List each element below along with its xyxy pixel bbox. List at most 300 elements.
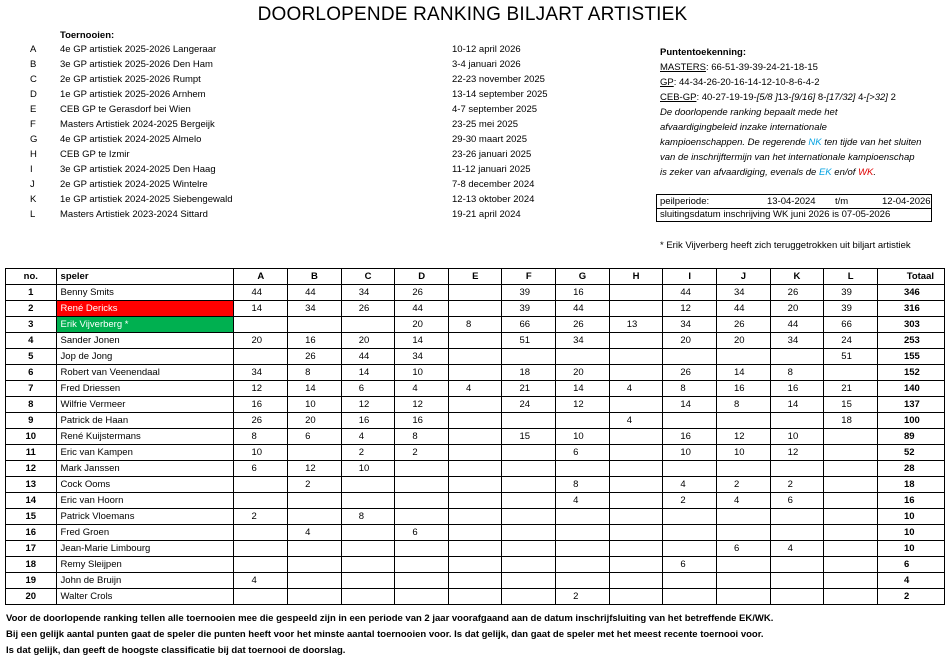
score-cell: 6 <box>341 381 395 397</box>
score-cell: 12 <box>556 397 610 413</box>
total-cell: 100 <box>877 413 944 429</box>
score-cell <box>449 333 502 349</box>
score-cell <box>449 429 502 445</box>
tournament-name: 4e GP artistiek 2024-2025 Almelo <box>60 134 202 145</box>
player-name: Mark Janssen <box>56 461 234 477</box>
score-cell <box>288 317 342 333</box>
score-cell <box>502 573 556 589</box>
score-cell: 16 <box>556 285 610 301</box>
score-cell: 2 <box>341 445 395 461</box>
player-name: Benny Smits <box>56 285 234 301</box>
player-name: Patrick Vloemans <box>56 509 234 525</box>
player-name: Fred Groen <box>56 525 234 541</box>
score-cell: 10 <box>717 445 771 461</box>
rank-no: 17 <box>6 541 57 557</box>
tournament-date: 22-23 november 2025 <box>452 74 545 85</box>
rank-no: 6 <box>6 365 57 381</box>
score-cell: 6 <box>770 493 824 509</box>
total-cell: 2 <box>877 589 944 605</box>
header-col: H <box>609 269 663 285</box>
score-cell: 16 <box>770 381 824 397</box>
score-cell: 8 <box>341 509 395 525</box>
rank-no: 18 <box>6 557 57 573</box>
tournament-date: 4-7 september 2025 <box>452 104 538 115</box>
score-cell: 24 <box>502 397 556 413</box>
score-cell <box>395 509 449 525</box>
score-cell: 44 <box>341 349 395 365</box>
total-cell: 18 <box>877 477 944 493</box>
tournament-name: 1e GP artistiek 2024-2025 Siebengewald <box>60 194 233 205</box>
score-cell <box>824 589 878 605</box>
tournament-row <box>0 119 600 134</box>
total-cell: 303 <box>877 317 944 333</box>
score-cell: 4 <box>717 493 771 509</box>
score-cell: 15 <box>502 429 556 445</box>
score-cell <box>502 445 556 461</box>
score-cell: 39 <box>824 285 878 301</box>
score-cell <box>502 461 556 477</box>
score-cell <box>449 525 502 541</box>
score-cell: 10 <box>288 397 342 413</box>
score-cell <box>449 285 502 301</box>
tournament-date: 7-8 december 2024 <box>452 179 535 190</box>
score-cell <box>449 573 502 589</box>
total-cell: 137 <box>877 397 944 413</box>
total-cell: 155 <box>877 349 944 365</box>
period-from: 13-04-2024 <box>767 196 816 207</box>
score-cell: 39 <box>824 301 878 317</box>
score-cell: 12 <box>717 429 771 445</box>
player-name: Erik Vijverberg * <box>56 317 234 333</box>
rank-no: 8 <box>6 397 57 413</box>
total-cell: 4 <box>877 573 944 589</box>
tournament-name: CEB GP te Izmir <box>60 149 130 160</box>
tournament-row <box>0 59 600 74</box>
score-cell <box>449 461 502 477</box>
score-cell <box>824 573 878 589</box>
header-col: E <box>449 269 502 285</box>
score-cell: 14 <box>341 365 395 381</box>
score-cell: 14 <box>288 381 342 397</box>
score-cell: 39 <box>502 301 556 317</box>
score-cell <box>770 557 824 573</box>
score-cell <box>341 317 395 333</box>
score-cell: 66 <box>824 317 878 333</box>
score-cell <box>556 557 610 573</box>
rank-no: 5 <box>6 349 57 365</box>
rank-no: 4 <box>6 333 57 349</box>
score-cell: 26 <box>234 413 288 429</box>
score-cell <box>449 301 502 317</box>
tournament-name: 2e GP artistiek 2025-2026 Rumpt <box>60 74 201 85</box>
score-cell <box>717 509 771 525</box>
header-col: I <box>663 269 717 285</box>
tournament-row <box>0 164 600 179</box>
points-desc-4: van de inschrijftermijn van het internationale kampioenschap <box>660 152 915 163</box>
score-cell: 34 <box>395 349 449 365</box>
score-cell <box>502 477 556 493</box>
score-cell <box>556 509 610 525</box>
score-cell <box>824 429 878 445</box>
rank-no: 9 <box>6 413 57 429</box>
score-cell: 16 <box>234 397 288 413</box>
score-cell <box>770 349 824 365</box>
table-row <box>6 445 945 461</box>
score-cell: 16 <box>341 413 395 429</box>
score-cell: 2 <box>395 445 449 461</box>
table-row <box>6 349 945 365</box>
score-cell: 26 <box>341 301 395 317</box>
score-cell: 12 <box>234 381 288 397</box>
rank-no: 14 <box>6 493 57 509</box>
score-cell: 16 <box>288 333 342 349</box>
score-cell: 18 <box>502 365 556 381</box>
total-cell: 52 <box>877 445 944 461</box>
tournament-row <box>0 134 600 149</box>
score-cell: 4 <box>609 413 663 429</box>
score-cell <box>824 477 878 493</box>
score-cell: 2 <box>556 589 610 605</box>
score-cell <box>770 589 824 605</box>
score-cell: 10 <box>234 445 288 461</box>
rank-no: 12 <box>6 461 57 477</box>
table-row <box>6 541 945 557</box>
score-cell <box>556 573 610 589</box>
table-row <box>6 509 945 525</box>
score-cell <box>609 557 663 573</box>
player-name: Walter Crols <box>56 589 234 605</box>
total-cell: 28 <box>877 461 944 477</box>
score-cell: 4 <box>556 493 610 509</box>
score-cell: 44 <box>663 285 717 301</box>
score-cell <box>341 541 395 557</box>
score-cell <box>663 461 717 477</box>
score-cell <box>234 557 288 573</box>
score-cell: 34 <box>234 365 288 381</box>
score-cell <box>288 493 342 509</box>
score-cell <box>395 573 449 589</box>
score-cell <box>341 589 395 605</box>
score-cell <box>663 541 717 557</box>
score-cell: 8 <box>663 381 717 397</box>
footer-line-2: Bij een gelijk aantal punten gaat de speler die punten heeft voor het minste aantal toernooien voor. Is dat gelijk, dan gaat de speler met het meest recente toernooi voor. <box>6 629 764 640</box>
score-cell <box>556 461 610 477</box>
total-cell: 10 <box>877 541 944 557</box>
score-cell: 44 <box>717 301 771 317</box>
rank-no: 20 <box>6 589 57 605</box>
header-col: J <box>717 269 771 285</box>
score-cell <box>234 589 288 605</box>
rank-no: 19 <box>6 573 57 589</box>
player-name: Patrick de Haan <box>56 413 234 429</box>
score-cell <box>341 493 395 509</box>
tournament-key: L <box>30 209 36 220</box>
score-cell <box>663 413 717 429</box>
tournament-row <box>0 89 600 104</box>
score-cell: 39 <box>502 285 556 301</box>
points-heading: Puntentoekenning: <box>660 47 747 58</box>
score-cell: 10 <box>556 429 610 445</box>
rank-no: 16 <box>6 525 57 541</box>
score-cell: 13 <box>609 317 663 333</box>
rank-no: 2 <box>6 301 57 317</box>
score-cell: 20 <box>717 333 771 349</box>
score-cell: 26 <box>663 365 717 381</box>
rank-no: 1 <box>6 285 57 301</box>
tournament-key: B <box>30 59 37 70</box>
score-cell: 21 <box>824 381 878 397</box>
table-row <box>6 413 945 429</box>
score-cell: 34 <box>288 301 342 317</box>
score-cell <box>609 445 663 461</box>
tournament-key: E <box>30 104 37 115</box>
score-cell: 2 <box>717 477 771 493</box>
score-cell: 51 <box>824 349 878 365</box>
table-row <box>6 461 945 477</box>
points-cebgp: CEB-GP: 40-27-19-19-[5/8 ]13-[9/16] 8-[17/32] 4-[>32] 2 <box>660 92 896 103</box>
header-col: F <box>502 269 556 285</box>
player-name: René Dericks <box>56 301 234 317</box>
closing-date: sluitingsdatum inschrijving WK juni 2026 is 07-05-2026 <box>660 209 891 220</box>
score-cell: 21 <box>502 381 556 397</box>
score-cell <box>449 477 502 493</box>
header-col: B <box>288 269 342 285</box>
tournament-key: I <box>30 164 33 175</box>
score-cell: 4 <box>288 525 342 541</box>
score-cell <box>449 413 502 429</box>
score-cell <box>824 493 878 509</box>
score-cell <box>609 365 663 381</box>
tournament-name: CEB GP te Gerasdorf bei Wien <box>60 104 191 115</box>
total-cell: 316 <box>877 301 944 317</box>
tournament-key: H <box>30 149 37 160</box>
period-box <box>656 194 932 222</box>
score-cell: 10 <box>770 429 824 445</box>
score-cell <box>663 589 717 605</box>
tournament-date: 23-26 januari 2025 <box>452 149 532 160</box>
score-cell: 4 <box>770 541 824 557</box>
rank-no: 13 <box>6 477 57 493</box>
score-cell <box>609 301 663 317</box>
header-total: Totaal <box>877 269 944 285</box>
header-col: C <box>341 269 395 285</box>
score-cell: 14 <box>770 397 824 413</box>
rank-no: 15 <box>6 509 57 525</box>
ranking-table <box>5 268 945 605</box>
player-name: Wilfrie Vermeer <box>56 397 234 413</box>
points-section <box>660 45 921 180</box>
score-cell: 44 <box>770 317 824 333</box>
score-cell: 44 <box>395 301 449 317</box>
tournament-key: F <box>30 119 36 130</box>
score-cell: 8 <box>770 365 824 381</box>
score-cell <box>502 557 556 573</box>
score-cell <box>824 525 878 541</box>
score-cell <box>717 349 771 365</box>
header-col: A <box>234 269 288 285</box>
score-cell: 34 <box>341 285 395 301</box>
table-row <box>6 397 945 413</box>
score-cell <box>288 509 342 525</box>
tournament-key: D <box>30 89 37 100</box>
score-cell <box>395 477 449 493</box>
score-cell <box>449 541 502 557</box>
score-cell <box>395 557 449 573</box>
total-cell: 346 <box>877 285 944 301</box>
tournament-date: 19-21 april 2024 <box>452 209 521 220</box>
score-cell <box>502 413 556 429</box>
score-cell <box>234 525 288 541</box>
score-cell: 51 <box>502 333 556 349</box>
score-cell <box>395 541 449 557</box>
score-cell: 14 <box>395 333 449 349</box>
score-cell <box>341 557 395 573</box>
score-cell: 4 <box>609 381 663 397</box>
score-cell <box>502 509 556 525</box>
score-cell <box>609 573 663 589</box>
score-cell <box>234 541 288 557</box>
total-cell: 253 <box>877 333 944 349</box>
score-cell <box>663 349 717 365</box>
score-cell <box>395 493 449 509</box>
score-cell <box>449 445 502 461</box>
table-row <box>6 525 945 541</box>
score-cell: 8 <box>717 397 771 413</box>
score-cell <box>609 429 663 445</box>
tournament-row <box>0 149 600 164</box>
score-cell <box>502 589 556 605</box>
score-cell <box>502 541 556 557</box>
total-cell: 10 <box>877 509 944 525</box>
points-desc-5: is zeker van afvaardiging, evenals de EK en/of WK. <box>660 167 877 178</box>
score-cell: 4 <box>663 477 717 493</box>
total-cell: 152 <box>877 365 944 381</box>
score-cell: 34 <box>770 333 824 349</box>
score-cell: 8 <box>234 429 288 445</box>
score-cell: 34 <box>556 333 610 349</box>
score-cell <box>609 477 663 493</box>
footer-line-1: Voor de doorlopende ranking tellen alle toernooien mee die gespeeld zijn in een periode van 2 jaar voorafgaand aan de datum inschrijfsluiting van het betreffende EK/WK. <box>6 613 774 624</box>
player-name: Sander Jonen <box>56 333 234 349</box>
score-cell: 44 <box>288 285 342 301</box>
score-cell <box>770 573 824 589</box>
player-name: René Kuijstermans <box>56 429 234 445</box>
score-cell: 14 <box>556 381 610 397</box>
tournament-key: J <box>30 179 35 190</box>
player-name: John de Bruijn <box>56 573 234 589</box>
score-cell <box>770 525 824 541</box>
header-speler: speler <box>56 269 234 285</box>
score-cell: 4 <box>449 381 502 397</box>
score-cell: 12 <box>288 461 342 477</box>
score-cell <box>288 589 342 605</box>
player-name: Eric van Kampen <box>56 445 234 461</box>
tournament-name: Masters Artistiek 2024-2025 Bergeijk <box>60 119 215 130</box>
tournament-row <box>0 209 600 224</box>
header-col: G <box>556 269 610 285</box>
score-cell: 16 <box>395 413 449 429</box>
score-cell: 6 <box>395 525 449 541</box>
table-row <box>6 381 945 397</box>
score-cell: 10 <box>341 461 395 477</box>
score-cell <box>449 589 502 605</box>
score-cell: 26 <box>717 317 771 333</box>
table-row <box>6 493 945 509</box>
score-cell <box>234 317 288 333</box>
score-cell <box>395 589 449 605</box>
tournament-date: 3-4 januari 2026 <box>452 59 521 70</box>
points-desc-3: kampioenschappen. De regerende NK ten tijde van het sluiten <box>660 137 922 148</box>
score-cell <box>717 589 771 605</box>
score-cell: 4 <box>341 429 395 445</box>
score-cell: 18 <box>824 413 878 429</box>
score-cell <box>449 397 502 413</box>
score-cell: 8 <box>395 429 449 445</box>
page-title: DOORLOPENDE RANKING BILJART ARTISTIEK <box>257 4 688 25</box>
tournament-date: 12-13 oktober 2024 <box>452 194 535 205</box>
score-cell: 66 <box>502 317 556 333</box>
header-no: no. <box>6 269 57 285</box>
score-cell <box>717 461 771 477</box>
total-cell: 10 <box>877 525 944 541</box>
score-cell <box>663 509 717 525</box>
score-cell <box>449 365 502 381</box>
player-name: Eric van Hoorn <box>56 493 234 509</box>
score-cell: 2 <box>234 509 288 525</box>
points-gp: GP: 44-34-26-20-16-14-12-10-8-6-4-2 <box>660 77 820 88</box>
score-cell <box>770 461 824 477</box>
score-cell <box>449 493 502 509</box>
rank-no: 7 <box>6 381 57 397</box>
score-cell <box>556 413 610 429</box>
score-cell: 26 <box>395 285 449 301</box>
score-cell: 26 <box>288 349 342 365</box>
score-cell: 2 <box>770 477 824 493</box>
score-cell <box>717 557 771 573</box>
score-cell <box>556 541 610 557</box>
tournament-key: G <box>30 134 38 145</box>
tournament-name: 3e GP artistiek 2024-2025 Den Haag <box>60 164 216 175</box>
total-cell: 140 <box>877 381 944 397</box>
score-cell: 4 <box>234 573 288 589</box>
score-cell: 20 <box>288 413 342 429</box>
score-cell: 12 <box>395 397 449 413</box>
score-cell: 20 <box>341 333 395 349</box>
score-cell: 6 <box>556 445 610 461</box>
score-cell <box>824 461 878 477</box>
tournament-row <box>0 179 600 194</box>
score-cell <box>502 349 556 365</box>
score-cell: 20 <box>234 333 288 349</box>
score-cell <box>770 413 824 429</box>
header-col: D <box>395 269 449 285</box>
score-cell <box>234 477 288 493</box>
score-cell <box>288 541 342 557</box>
table-row <box>6 429 945 445</box>
tournament-key: K <box>30 194 37 205</box>
table-row <box>6 301 945 317</box>
points-masters: MASTERS: 66-51-39-39-24-21-18-15 <box>660 62 818 73</box>
tournament-key: C <box>30 74 37 85</box>
score-cell: 6 <box>663 557 717 573</box>
tournament-row <box>0 194 600 209</box>
score-cell <box>824 445 878 461</box>
score-cell: 26 <box>770 285 824 301</box>
period-to: 12-04-2026 <box>882 196 931 207</box>
player-name: Jop de Jong <box>56 349 234 365</box>
score-cell: 20 <box>556 365 610 381</box>
score-cell <box>288 557 342 573</box>
